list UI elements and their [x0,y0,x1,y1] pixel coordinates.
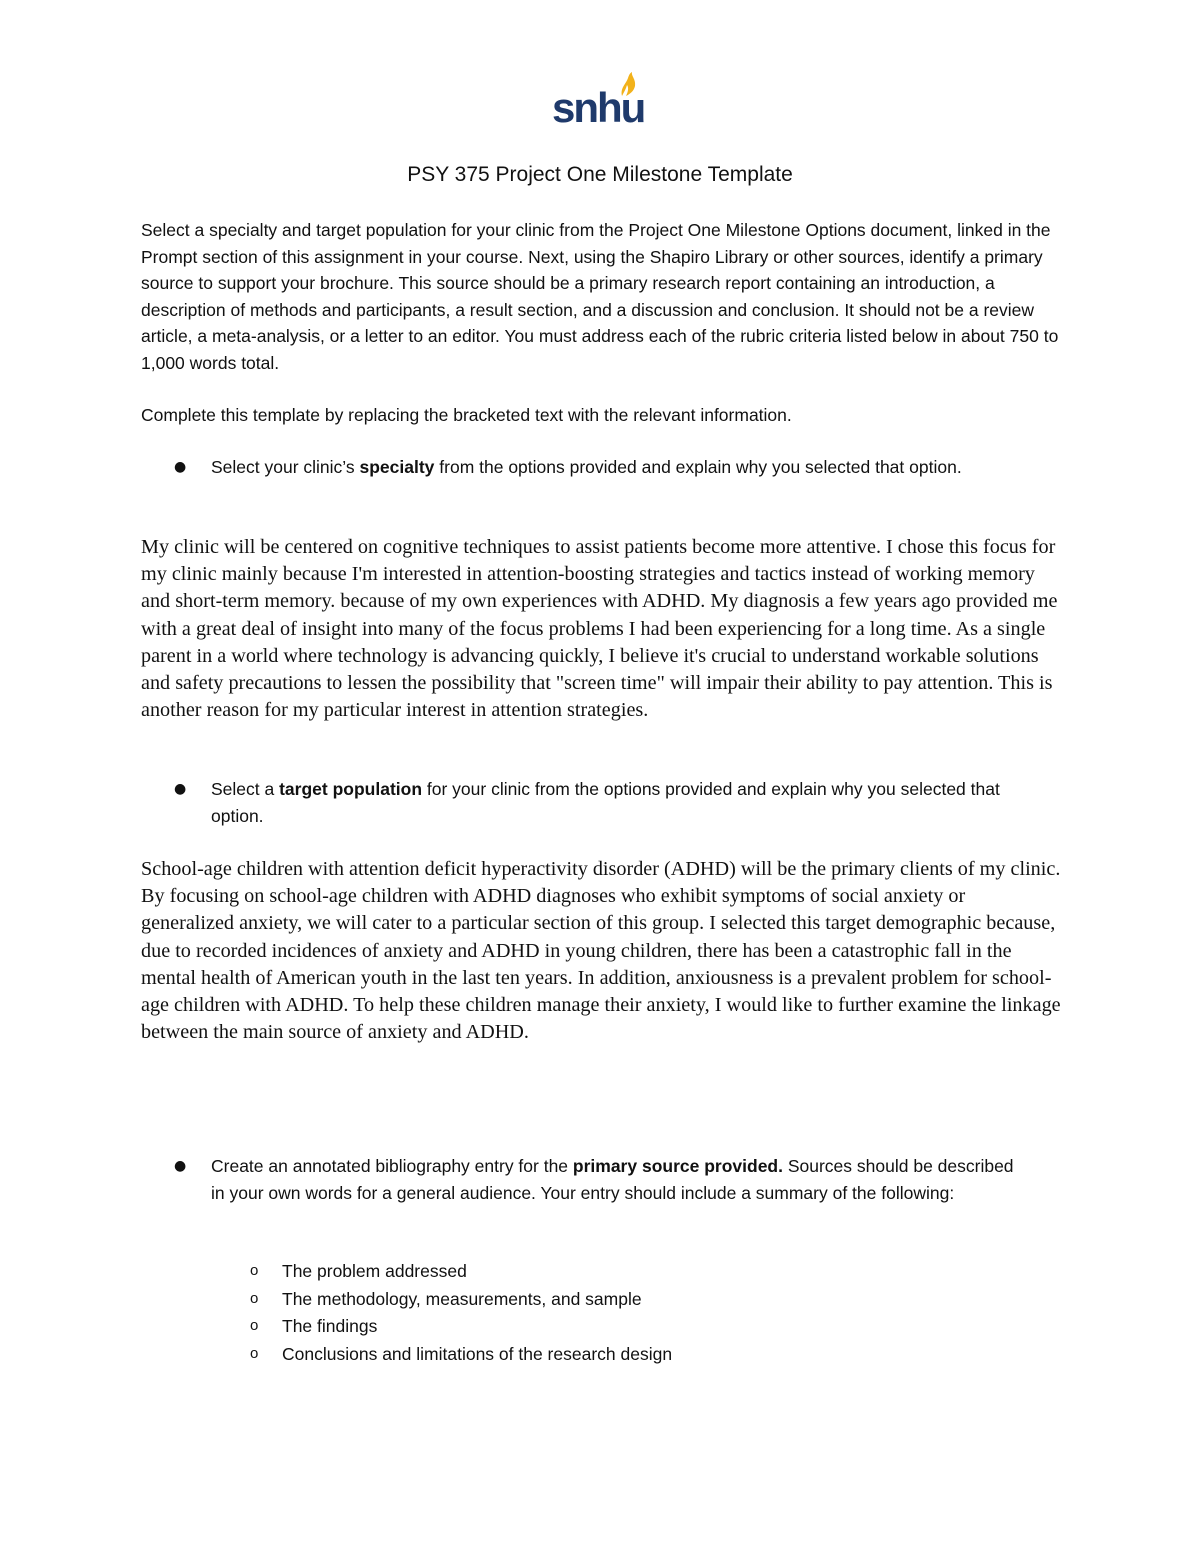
answer-target-population: School-age children with attention deficit hyperactivity disorder (ADHD) will be the primary clients of my clinic. By focusing on school-age children with ADHD diagnoses who exhibit symptoms of social anxiety or generalized anxiety, we will cater to a particular section of this group. I selected this target demographic because, due to recorded incidences of anxiety and ADHD in young children, there has been a catastrophic fall in the mental health of American youth in the last ten years. In addition, anxiousness is a prevalent problem for school-age children with ADHD. To help these children manage their anxiety, I would like to further examine the linkage between the main source of anxiety and ADHD. [141,858,1061,1044]
intro-paragraph: Select a specialty and target population for your clinic from the Project One Milestone Options document, linked in the Prompt section of this assignment in your course. Next, using the Shapiro Library or other sources, identify a primary source to support your brochure. This source should be a primary research report containing an introduction, a description of methods and participants, a result section, and a discussion and conclusion. It should not be a review article, a meta-analysis, or a letter to an editor. You must address each of the rubric criteria listed below in about 750 to 1,000 words total. [141,220,1059,373]
logo-text: snhu [552,84,645,131]
prompt-text: Select a target population for your clinic from the options provided and explain why you selected that option. [211,779,1000,826]
sub-bullet-marker: o [250,1262,259,1279]
page-title: PSY 375 Project One Milestone Template [407,163,793,186]
snhu-logo [552,72,645,136]
prompt-text: Create an annotated bibliography entry for the primary source provided. Sources should be described in your own words for a general audience. Your entry should include a summary of the following: [211,1156,1014,1203]
list-item: o The methodology, measurements, and sample [248,1286,948,1314]
answer-specialty: My clinic will be centered on cognitive techniques to assist patients become more attentive. I chose this focus for my clinic mainly because I'm interested in attention-boosting strategies and tactics instead of working memory and short-term memory. because of my own experiences with ADHD. My diagnosis a few years ago provided me with a great deal of insight into many of the focus problems I had been experiencing for a long time. As a single parent in a world where technology is advancing quickly, I believe it's crucial to understand workable solutions and safety precautions to lessen the possibility that "screen time" will impair their ability to pay attention. This is another reason for my particular interest in attention strategies. [141,536,1058,722]
list-item: o Conclusions and limitations of the research design [248,1341,948,1369]
prompt-text: Select your clinic’s specialty from the options provided and explain why you selected that option. [211,457,962,477]
prompt-keyword: specialty [359,457,435,477]
list-item: o The problem addressed [248,1258,948,1286]
prompt-keyword: primary source provided. [572,1156,783,1176]
instruction-paragraph: Complete this template by replacing the bracketed text with the relevant information. [141,405,792,425]
bullet-marker: ● [174,459,187,475]
summary-list [248,1258,948,1368]
bullet-marker: ● [174,781,187,797]
list-item: o The findings [248,1313,948,1341]
sub-bullet-marker: o [250,1289,259,1307]
bullet-marker: ● [174,1158,187,1174]
prompt-keyword: target population [279,779,423,799]
sub-bullet-marker: o [250,1317,259,1335]
sub-bullet-marker: o [250,1344,259,1362]
